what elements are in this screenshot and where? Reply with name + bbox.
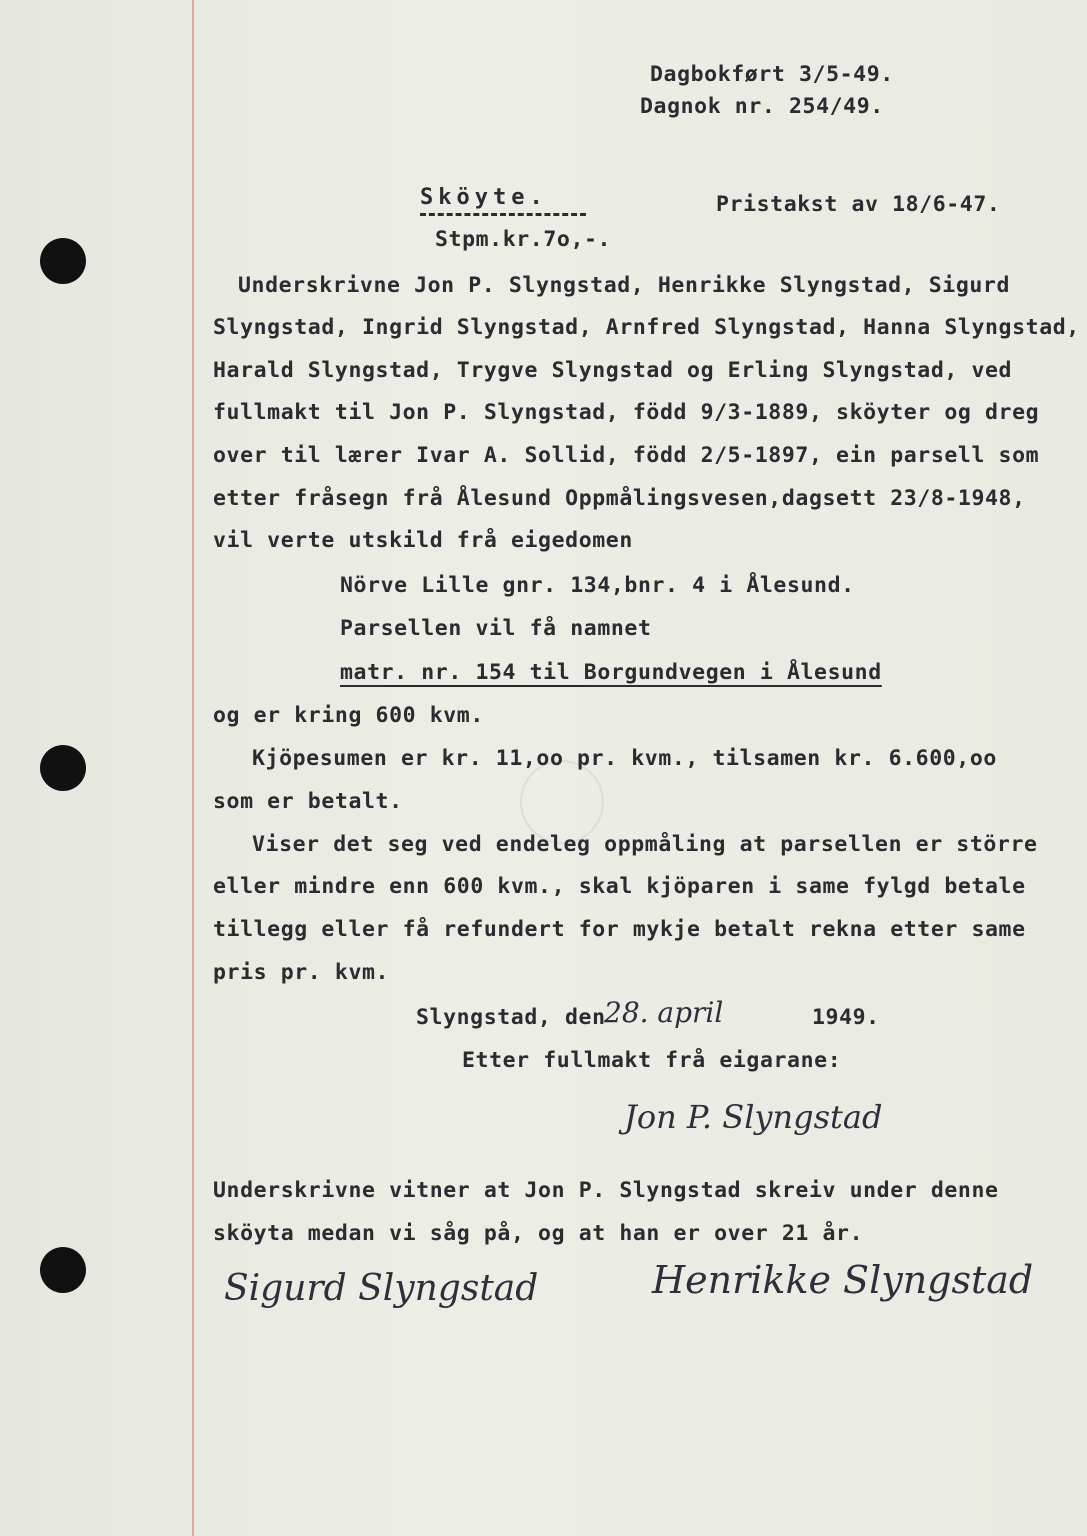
witness-line-1: Underskrivne vitner at Jon P. Slyngstad skreiv under denne — [213, 1178, 999, 1203]
body-line-5: over til lærer Ivar A. Sollid, född 2/5-1897, ein parsell som — [213, 443, 1040, 468]
body-line-4: fullmakt til Jon P. Slyngstad, född 9/3-1889, sköyter og dreg — [213, 400, 1040, 425]
body-line-15: eller mindre enn 600 kvm., skal kjöparen i same fylgd betale — [213, 874, 1026, 899]
title-underline — [420, 213, 586, 216]
document-title: Sköyte. — [420, 185, 548, 210]
parcel-name-intro: Parsellen vil få namnet — [340, 616, 652, 641]
stamp-duty: Stpm.kr.7o,-. — [435, 227, 612, 252]
body-line-17: pris pr. kvm. — [213, 960, 390, 985]
signing-date-handwritten: 28. april — [604, 996, 724, 1029]
body-line-2: Slyngstad, Ingrid Slyngstad, Arnfred Slyngstad, Hanna Slyngstad, — [213, 315, 1080, 340]
body-line-14: Viser det seg ved endeleg oppmåling at parsellen er större — [252, 832, 1038, 857]
parcel-name: matr. nr. 154 til Borgundvegen i Ålesund — [340, 660, 882, 685]
body-line-6: etter fråsegn frå Ålesund Oppmålingsvesen,dagsett 23/8-1948, — [213, 486, 1026, 511]
body-line-16: tillegg eller få refundert for mykje betalt rekna etter same — [213, 917, 1026, 942]
authority-line: Etter fullmakt frå eigarane: — [462, 1048, 842, 1073]
punch-hole-top — [40, 238, 86, 284]
dagbok-line-2: Dagnok nr. 254/49. — [640, 94, 884, 119]
signature-henrikke: Henrikke Slyngstad — [652, 1258, 1034, 1302]
signing-year: 1949. — [812, 1005, 880, 1030]
body-line-1: Underskrivne Jon P. Slyngstad, Henrikke Slyngstad, Sigurd — [238, 273, 1011, 298]
signature-jon: Jon P. Slyngstad — [624, 1098, 883, 1136]
body-line-3: Harald Slyngstad, Trygve Slyngstad og Erling Slyngstad, ved — [213, 358, 1013, 383]
body-line-11: og er kring 600 kvm. — [213, 703, 484, 728]
punch-hole-middle — [40, 745, 86, 791]
pristakst: Pristakst av 18/6-47. — [716, 192, 1001, 217]
punch-hole-bottom — [40, 1247, 86, 1293]
property-designation: Nörve Lille gnr. 134,bnr. 4 i Ålesund. — [340, 573, 855, 598]
margin-rule — [192, 0, 194, 1536]
signature-sigurd: Sigurd Slyngstad — [224, 1268, 539, 1309]
dagbok-line-1: Dagbokført 3/5-49. — [650, 62, 894, 87]
signing-place: Slyngstad, den — [416, 1005, 606, 1030]
body-line-12: Kjöpesumen er kr. 11,oo pr. kvm., tilsamen kr. 6.600,oo — [252, 746, 997, 771]
body-line-7: vil verte utskild frå eigedomen — [213, 528, 633, 553]
body-line-13: som er betalt. — [213, 789, 403, 814]
witness-line-2: sköyta medan vi såg på, og at han er over 21 år. — [213, 1221, 864, 1246]
